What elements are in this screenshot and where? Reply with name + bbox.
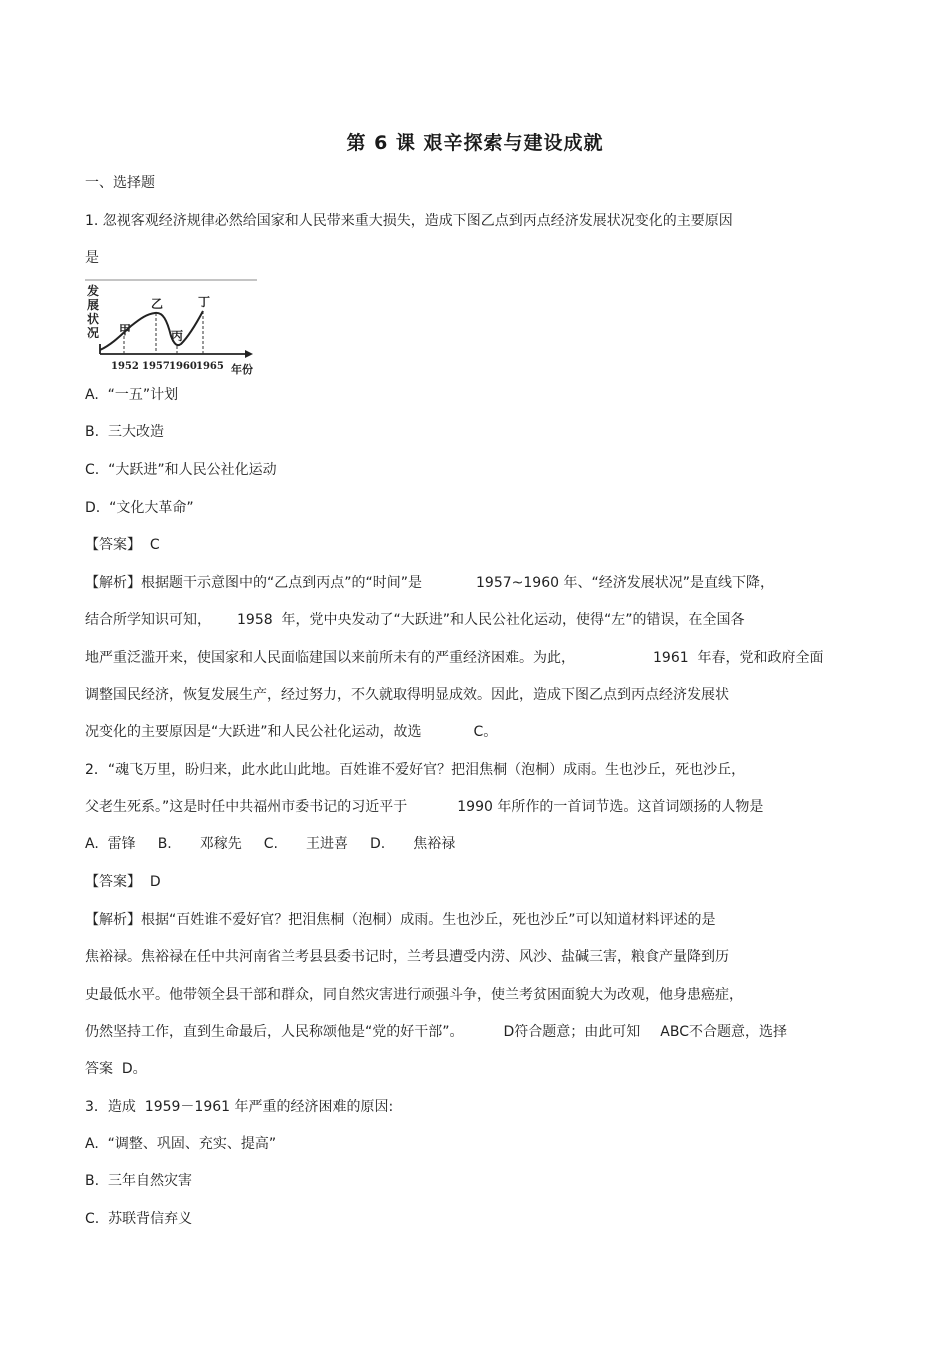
- q2-analysis-line1: 【解析】根据“百姓谁不爱好官？把泪焦桐（泡桐）成雨。生也沙丘，死也沙丘”可以知道材料评述的是: [85, 912, 716, 928]
- q1-analysis-line1: 【解析】根据题干示意图中的“乙点到丙点”的“时间”是 1957~1960 年、“经济发展状况”是直线下降，: [85, 575, 774, 591]
- x-tick-1965: 1965: [196, 361, 224, 372]
- x-axis-label: 年份: [231, 363, 253, 376]
- q2-stem-line2: 父老生死系。”这是时任中共福州市委书记的习近平于 1990 年所作的一首词节选。这首词颂扬的人物是: [85, 799, 764, 815]
- q1-answer: 【答案】 C: [85, 537, 160, 553]
- q1-option-b: B. 三大改造: [85, 424, 164, 440]
- q3-option-a: A. “调整、巩固、充实、提高”: [85, 1136, 277, 1152]
- q3-stem: 3．造成 1959－1961 年严重的经济困难的原因:: [85, 1099, 394, 1115]
- point-bing: 丙: [171, 329, 184, 343]
- x-tick-1960: 1960: [169, 361, 197, 372]
- x-axis-arrow: [245, 350, 253, 358]
- q2-analysis-line2: 焦裕禄。焦裕禄在任中共河南省兰考县县委书记时，兰考县遭受内涝、风沙、盐碱三害，粮食产量降到历: [85, 949, 729, 965]
- q2-answer: 【答案】 D: [85, 874, 161, 890]
- q1-stem-line2: 是: [85, 250, 99, 266]
- q2-options: A. 雷锋 B. 邓稼先 C. 王进喜 D. 焦裕禄: [85, 836, 456, 852]
- section-heading: 一、选择题: [85, 175, 155, 191]
- y-axis-label-2: 展: [87, 298, 100, 312]
- q1-option-c: C. “大跃进”和人民公社化运动: [85, 462, 277, 478]
- economy-curve: [100, 311, 203, 350]
- y-axis-label-3: 状: [87, 312, 100, 326]
- y-axis-label-4: 况: [87, 326, 100, 340]
- point-jia: 甲: [119, 323, 132, 337]
- q3-option-c: C. 苏联背信弃义: [85, 1211, 193, 1227]
- economy-curve-figure: [85, 278, 260, 378]
- page-title: 第 6 课 艰辛探索与建设成就: [346, 132, 604, 154]
- q1-option-a: A. “一五”计划: [85, 387, 179, 403]
- q2-stem-line1: 2．“魂飞万里，盼归来，此水此山此地。百姓谁不爱好官？把泪焦桐（泡桐）成雨。生也沙丘，死也沙丘，: [85, 762, 746, 778]
- point-yi: 乙: [151, 297, 164, 311]
- q1-analysis-line2: 结合所学知识可知， 1958 年，党中央发动了“大跃进”和人民公社化运动，使得“左”的错误，在全国各: [85, 612, 745, 628]
- q2-analysis-line3: 史最低水平。他带领全县干部和群众，同自然灾害进行顽强斗争，使兰考贫困面貌大为改观，他身患癌症，: [85, 987, 743, 1003]
- q3-option-b: B. 三年自然灾害: [85, 1173, 192, 1189]
- q1-option-d: D. “文化大革命”: [85, 500, 194, 516]
- q2-analysis-line4: 仍然坚持工作，直到生命最后，人民称颂他是“党的好干部”。 D符合题意；由此可知 ABC不合题意，选择: [85, 1024, 788, 1040]
- point-ding: 丁: [198, 295, 211, 309]
- q1-stem-line1: 1. 忽视客观经济规律必然给国家和人民带来重大损失，造成下图乙点到丙点经济发展状况变化的主要原因: [85, 213, 733, 229]
- x-tick-1957: 1957: [142, 361, 170, 372]
- x-tick-1952: 1952: [111, 361, 139, 372]
- q2-analysis-line5: 答案 D。: [85, 1061, 147, 1077]
- q1-analysis-line3: 地严重泛滥开来，使国家和人民面临建国以来前所未有的严重经济困难。为此， 1961 年春，党和政府全面: [85, 650, 824, 666]
- q1-analysis-line5: 况变化的主要原因是“大跃进”和人民公社化运动，故选 C。: [85, 724, 498, 740]
- y-axis-label-1: 发: [87, 284, 100, 298]
- q1-analysis-line4: 调整国民经济，恢复发展生产，经过努力，不久就取得明显成效。因此，造成下图乙点到丙点经济发展状: [85, 687, 729, 703]
